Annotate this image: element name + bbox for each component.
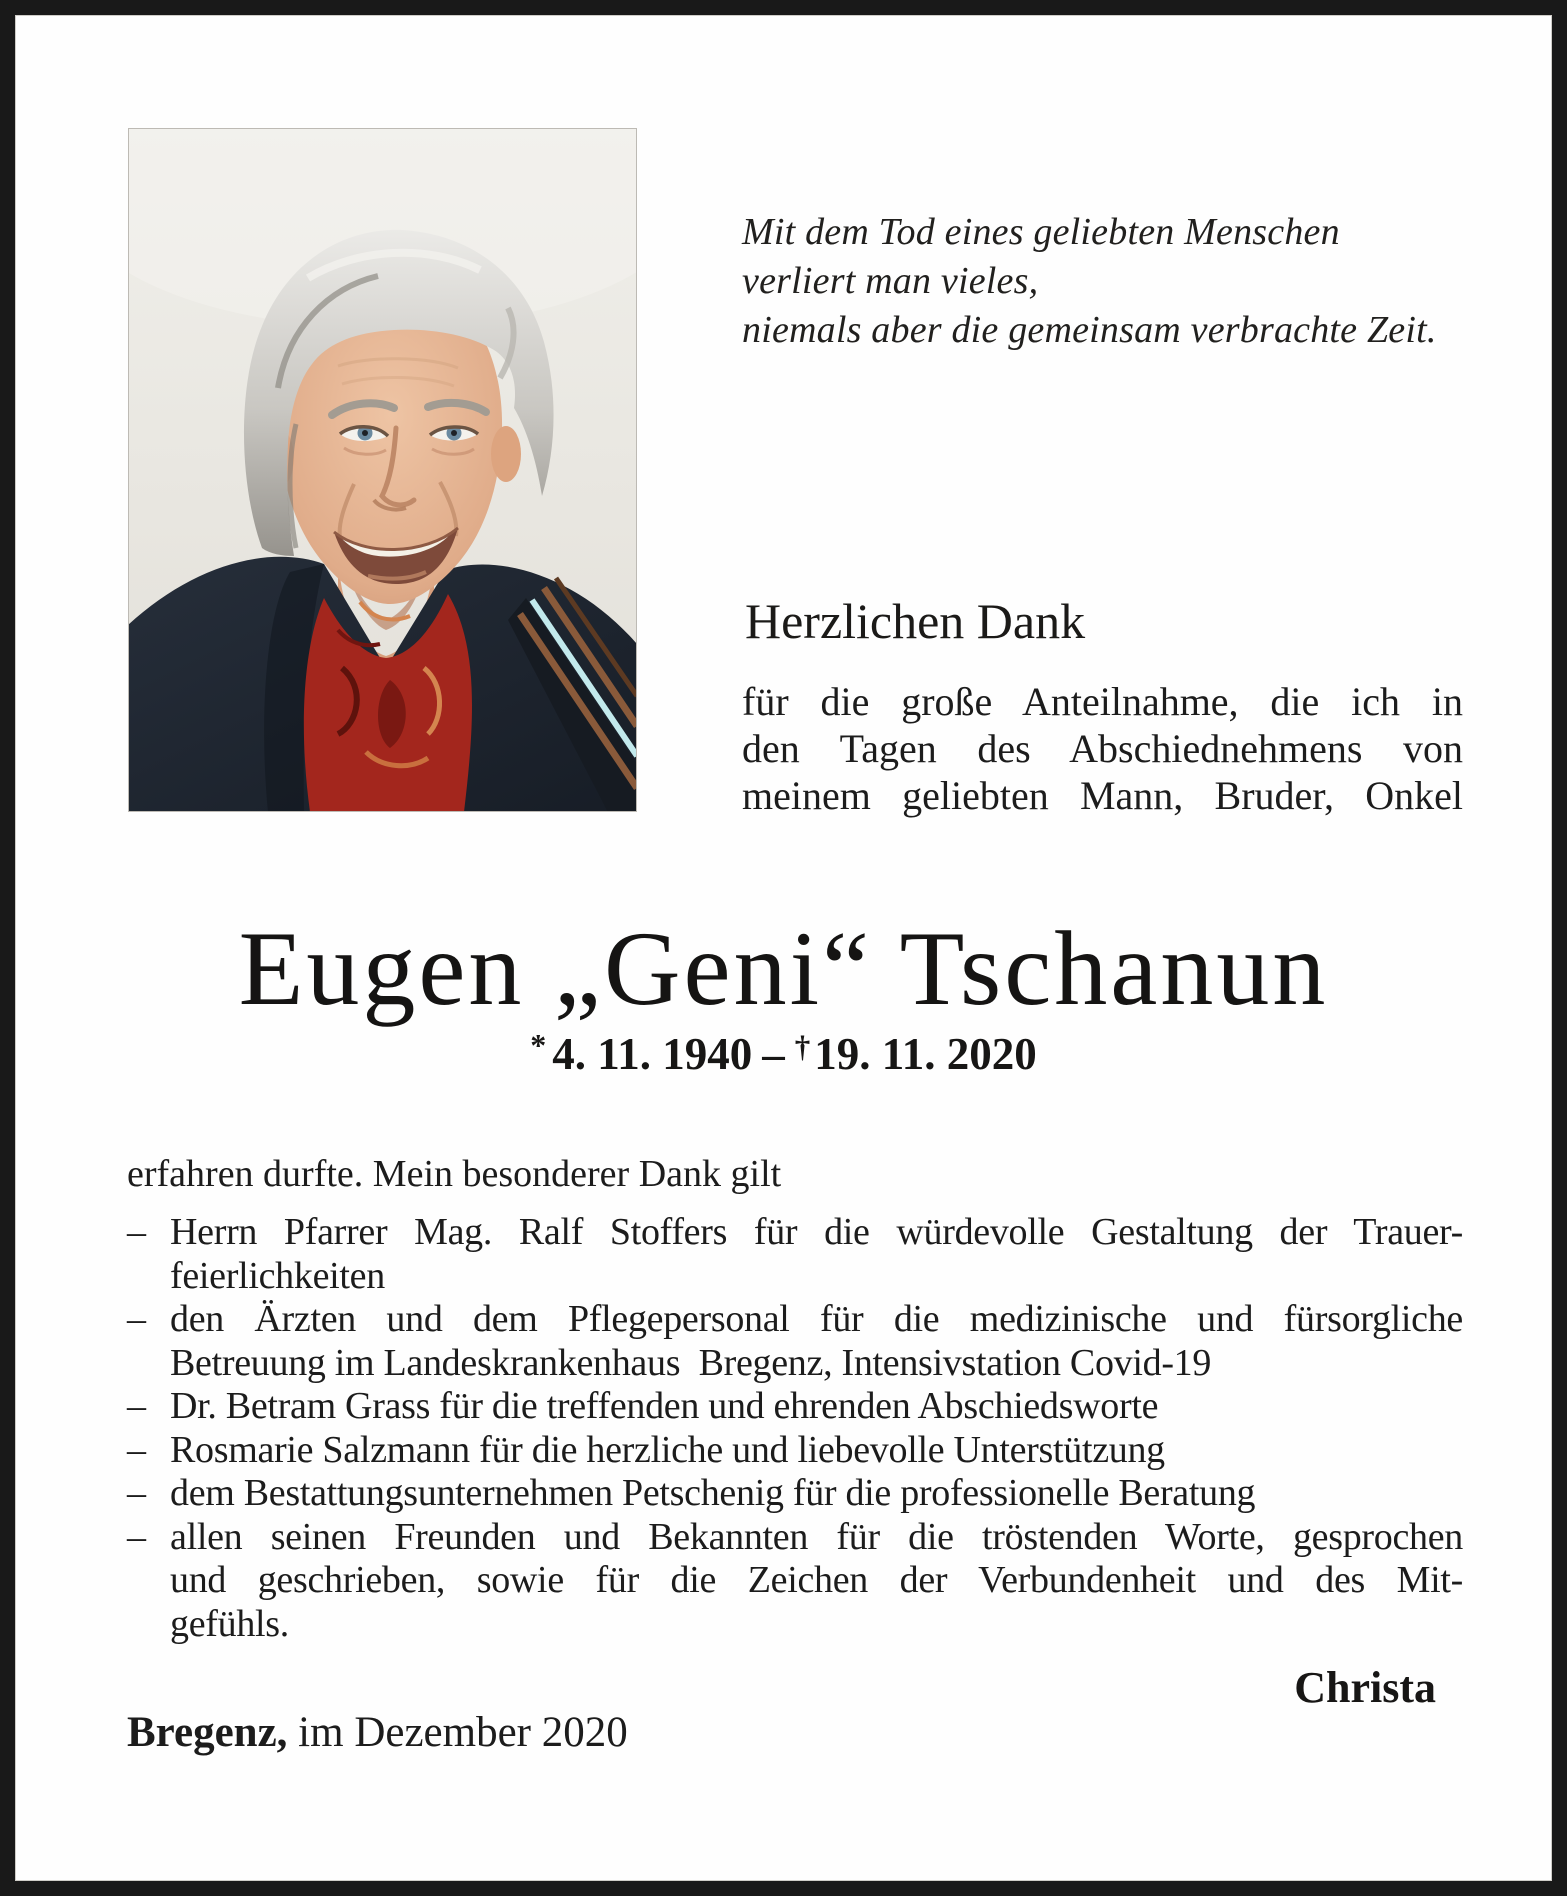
list-item-line: Dr. Betram Grass für die treffenden und ehrenden Abschiedsworte	[170, 1385, 1159, 1427]
life-dates	[60, 1028, 1507, 1080]
list-item	[127, 1385, 1463, 1429]
memorial-quote	[742, 208, 1437, 355]
dash-bullet: –	[127, 1472, 146, 1514]
dash-bullet: –	[127, 1428, 146, 1471]
quote-line-1: Mit dem Tod eines geliebten Menschen	[742, 211, 1340, 253]
list-item-line: dem Bestattungsunternehmen Petschenig für die professionelle Beratung	[170, 1472, 1256, 1514]
dash-bullet: –	[127, 1385, 146, 1427]
list-item-line: Betreuung im Landeskrankenhaus Bregenz, Intensivstation Covid-19	[170, 1341, 1212, 1384]
signature: Christa	[1294, 1663, 1436, 1712]
birth-date: 4. 11. 1940	[552, 1029, 753, 1079]
list-item	[127, 1472, 1463, 1516]
thanks-intro-line-2: den Tagen des Abschiednehmens von	[742, 726, 1463, 771]
list-item	[127, 1516, 1463, 1647]
list-item-line: und geschrieben, sowie für die Zeichen der Verbundenheit und des Mit-	[170, 1559, 1463, 1601]
quote-line-2: verliert man vieles,	[742, 260, 1039, 302]
death-cross-symbol: †	[794, 1029, 811, 1064]
birth-star-symbol: *	[530, 1027, 547, 1063]
list-item	[127, 1298, 1463, 1385]
dash-bullet: –	[127, 1515, 146, 1558]
body-continuation: erfahren durfte. Mein besonderer Dank gilt	[127, 1153, 782, 1195]
dateline-place: Bregenz,	[127, 1709, 288, 1756]
list-item	[127, 1429, 1463, 1473]
dateline-date: im Dezember 2020	[287, 1709, 628, 1756]
portrait-photo	[128, 128, 637, 812]
list-item-line: allen seinen Freunden und Bekannten für die tröstenden Worte, gesprochen	[170, 1515, 1463, 1558]
dash-bullet: –	[127, 1298, 146, 1340]
dateline	[127, 1708, 628, 1757]
list-item-line: Herrn Pfarrer Mag. Ralf Stoffers für die würdevolle Gestaltung der Trauer-	[170, 1211, 1463, 1253]
thanks-intro-line-1: für die große Anteilnahme, die ich in	[742, 679, 1463, 724]
dates-separator: –	[762, 1029, 785, 1079]
dash-bullet: –	[127, 1211, 146, 1253]
list-item-line: feierlichkeiten	[170, 1254, 385, 1297]
deceased-name: Eugen „Geni“ Tschanun	[238, 910, 1329, 1027]
thanks-intro-line-3: meinem geliebten Mann, Bruder, Onkel	[742, 773, 1463, 818]
quote-line-3: niemals aber die gemeinsam verbrachte Zeit.	[742, 309, 1437, 351]
thanks-intro	[742, 678, 1463, 819]
list-item-line: Rosmarie Salzmann für die herzliche und liebevolle Unterstützung	[170, 1428, 1165, 1471]
death-date: 19. 11. 2020	[814, 1029, 1037, 1079]
thanks-list	[127, 1211, 1463, 1646]
list-item-line: gefühls.	[170, 1602, 289, 1645]
portrait-illustration	[128, 128, 637, 812]
thanks-heading: Herzlichen Dank	[745, 593, 1086, 649]
list-item-line: den Ärzten und dem Pflegepersonal für die medizinische und fürsorgliche	[170, 1298, 1463, 1340]
list-item	[127, 1211, 1463, 1298]
